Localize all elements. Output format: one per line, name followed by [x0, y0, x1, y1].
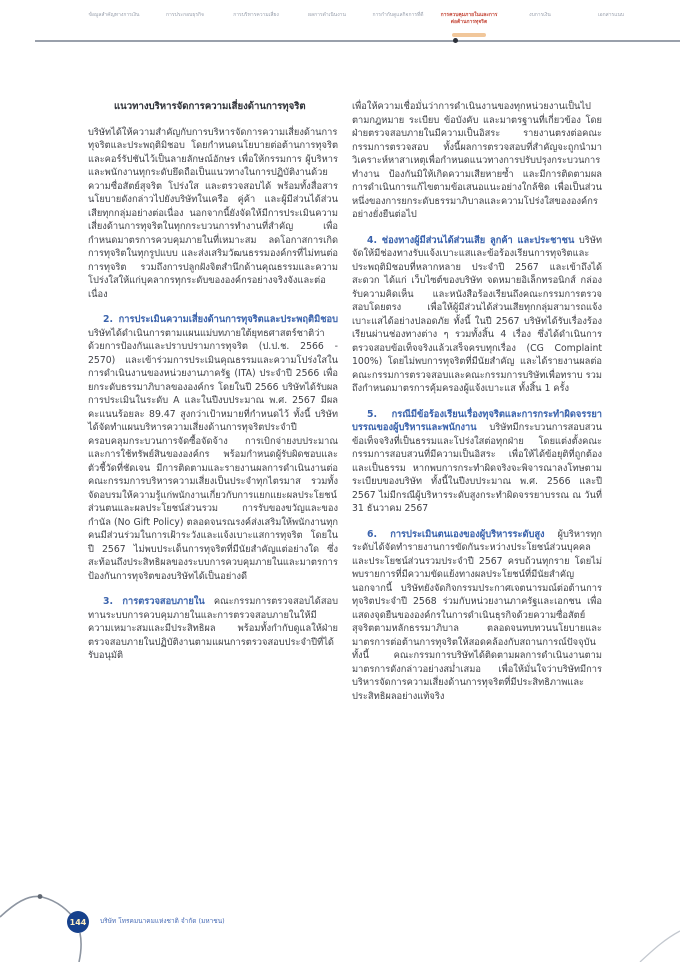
nav-position-dot: [453, 38, 458, 43]
nav-active-highlight: [452, 33, 486, 37]
section-4: [352, 234, 602, 396]
section-4-heading: 4. ช่องทางผู้มีส่วนได้ส่วนเสีย ลูกค้า และประชาชน: [367, 234, 575, 246]
section-5-heading: 5. กรณีมีข้อร้องเรียนเรื่องทุจริตและการกระทำผิดจรรยาบรรณของผู้บริหารและพนักงาน: [352, 408, 602, 433]
section-4-body: บริษัทจัดให้มีช่องทางรับแจ้งเบาะแสและข้อร้องเรียนการทุจริตและประพฤติมิชอบที่หลากหลาย ประจำปี 2567 และเข้าถึงได้สะดวก ได้แก่ เว็บไซต์ของบริษัท จดหมายอิเล็กทรอนิกส์ กล่องรับความคิดเห็น และหนังสือร้องเรียนถึงคณะกรรมการตรวจสอบโดยตรง เพื่อให้ผู้มีส่วนได้ส่วนเสียทุกกลุ่มสามารถแจ้งเบาะแสได้อย่างปลอดภัย ทั้งนี้ ในปี 2567 บริษัทได้รับเรื่องร้องเรียนผ่านช่องทางต่าง ๆ รวมทั้งสิ้น 4 เรื่อง ซึ่งได้ดำเนินการตรวจสอบข้อเท็จจริงแล้วเสร็จครบทุกเรื่อง (CG Complaint 100%) โดยไม่พบการทุจริตที่มีนัยสำคัญ และได้รายงานผลต่อคณะกรรมการตรวจสอบและคณะกรรมการบริษัทเพื่อทราบ รวมถึงกำหนดมาตรการคุ้มครองผู้แจ้งเบาะแส ทั้งสิ้น 1 ครั้ง: [352, 234, 602, 394]
nav-item-3[interactable]: การบริหารความเสี่ยง: [233, 12, 279, 18]
paragraph-intro: บริษัทได้ให้ความสำคัญกับการบริหารจัดการความเสี่ยงด้านการทุจริตและประพฤติมิชอบ โดยกำหนดนโยบายต่อต้านการทุจริตและคอร์รัปชันไว้เป็นลายลักษณ์อักษร เพื่อให้กรรมการ ผู้บริหาร และพนักงานทุกระดับยึดถือเป็นแนวทางในการปฏิบัติงานด้วยความซื่อสัตย์สุจริต โปร่งใส และตรวจสอบได้ พร้อมทั้งสื่อสารนโยบายดังกล่าวไปยังบริษัทในเครือ คู่ค้า และผู้มีส่วนได้ส่วนเสียทุกกลุ่มอย่างต่อเนื่อง นอกจากนี้ยังจัดให้มีการประเมินความเสี่ยงด้านการทุจริตในทุกกระบวนการทำงานที่สำคัญ เพื่อกำหนดมาตรการควบคุมภายในที่เหมาะสม ลดโอกาสการเกิดการทุจริตในทุกรูปแบบ และส่งเสริมวัฒนธรรมองค์กรที่ไม่ทนต่อการทุจริต รวมถึงการปลูกฝังจิตสำนึกด้านคุณธรรมและความโปร่งใสให้แก่บุคลากรทุกระดับขององค์กรอย่างจริงจังและต่อเนื่อง: [88, 126, 338, 300]
header-nav: [85, 12, 640, 26]
paragraph-continuation: เพื่อให้ความเชื่อมั่นว่าการดำเนินงานของทุกหน่วยงานเป็นไปตามกฎหมาย ระเบียบ ข้อบังคับ และมาตรฐานที่เกี่ยวข้อง โดยฝ่ายตรวจสอบภายในมีความเป็นอิสระ รายงานตรงต่อคณะกรรมการตรวจสอบ ทั้งนี้ผลการตรวจสอบที่สำคัญจะถูกนำมาวิเคราะห์หาสาเหตุเพื่อกำหนดแนวทางการปรับปรุงกระบวนการทำงาน ป้องกันมิให้เกิดความเสียหายซ้ำ และมีการติดตามผลการดำเนินการแก้ไขตามข้อเสนอแนะอย่างใกล้ชิด เพื่อเป็นส่วนหนึ่งของการยกระดับธรรมาภิบาลและความโปร่งใสขององค์กรอย่างยั่งยืนต่อไป: [352, 101, 602, 220]
nav-item-1[interactable]: ข้อมูลสำคัญทางการเงิน: [88, 12, 140, 18]
section-5-body: บริษัทมีกระบวนการสอบสวนข้อเท็จจริงที่เป็นธรรมและโปร่งใสต่อทุกฝ่าย โดยแต่งตั้งคณะกรรมการสอบสวนที่มีความเป็นอิสระ เพื่อให้ได้ข้อยุติที่ถูกต้องและเป็นธรรม หากพบการกระทำผิดจริงจะพิจารณาลงโทษตามระเบียบของบริษัท ทั้งนี้ในปีงบประมาณ พ.ศ. 2566 และปี 2567 ไม่มีกรณีผู้บริหารระดับสูงกระทำผิดจรรยาบรรณ ณ วันที่ 31 ธันวาคม 2567: [352, 422, 602, 514]
right-column: [352, 100, 602, 703]
section-2-body: บริษัทได้ดำเนินการตามแผนแม่บทภายใต้ยุทธศาสตร์ชาติว่าด้วยการป้องกันและปราบปรามการทุจริต (ป.ป.ช. 2566 - 2570) และเข้าร่วมการประเมินคุณธรรมและความโปร่งใสในการดำเนินงานของหน่วยงานภาครัฐ (ITA) ประจำปี 2566 เพื่อยกระดับธรรมาภิบาลขององค์กร โดยในปี 2566 บริษัทได้รับผลการประเมินในระดับ A และในปีงบประมาณ พ.ศ. 2567 มีผลคะแนนร้อยละ 89.47 สูงกว่าเป้าหมายที่กำหนดไว้ ทั้งนี้ บริษัทได้จัดทำแผนบริหารความเสี่ยงด้านการทุจริตประจำปี ครอบคลุมกระบวนการจัดซื้อจัดจ้าง การเบิกจ่ายงบประมาณ และการใช้ทรัพย์สินขององค์กร พร้อมกำหนดผู้รับผิดชอบและตัวชี้วัดที่ชัดเจน มีการติดตามและรายงานผลการดำเนินงานต่อคณะกรรมการบริหารความเสี่ยงเป็นประจำทุกไตรมาส รวมทั้งจัดอบรมให้ความรู้แก่พนักงานเกี่ยวกับการแยกแยะผลประโยชน์ส่วนตนและผลประโยชน์ส่วนรวม การรับของขวัญและของกำนัล (No Gift Policy) ตลอดจนรณรงค์ส่งเสริมให้พนักงานทุกคนมีส่วนร่วมในการเฝ้าระวังและแจ้งเบาะแสการทุจริต โดยในปี 2567 ไม่พบประเด็นการทุจริตที่มีนัยสำคัญแต่อย่างใด ซึ่งสะท้อนถึงประสิทธิผลของระบบการควบคุมภายในและมาตรการป้องกันการทุจริตของบริษัทได้เป็นอย่างดี: [88, 327, 338, 582]
section-2-heading: 2. การประเมินความเสี่ยงด้านการทุจริตและประพฤติมิชอบ: [103, 314, 338, 325]
section-title: แนวทางบริหารจัดการความเสี่ยงด้านการทุจริต: [114, 101, 306, 112]
nav-item-4[interactable]: ผลการดำเนินงาน: [308, 12, 346, 18]
footer-caption: บริษัท โทรคมนาคมแห่งชาติ จำกัด (มหาชน): [100, 917, 225, 925]
section-6: [352, 528, 602, 704]
header-divider: [35, 40, 680, 42]
section-3: [88, 595, 338, 663]
page-number-badge: 144: [67, 911, 89, 933]
corner-curve-decoration: [600, 900, 680, 962]
nav-item-6-active[interactable]: การควบคุมภายในและการต่อต้านการทุจริต: [440, 12, 498, 25]
curve-dot: [38, 894, 43, 899]
section-3-body: คณะกรรมการตรวจสอบได้สอบทานระบบการควบคุมภายในและการตรวจสอบภายในให้มีความเหมาะสมและมีประสิทธิผล พร้อมทั้งกำกับดูแลให้ฝ่ายตรวจสอบภายในปฏิบัติงานตามแผนการตรวจสอบประจำปีที่ได้รับอนุมัติ: [88, 596, 338, 661]
nav-item-5[interactable]: การกำกับดูแลกิจการที่ดี: [372, 12, 424, 18]
section-5: [352, 408, 602, 516]
nav-item-8[interactable]: เอกสารแนบ: [597, 12, 625, 18]
nav-item-2[interactable]: การประกอบธุรกิจ: [166, 12, 204, 18]
section-2: [88, 313, 338, 583]
left-column: [88, 100, 338, 663]
section-6-body: ผู้บริหารทุกระดับได้จัดทำรายงานการขัดกันระหว่างประโยชน์ส่วนบุคคลและประโยชน์ส่วนรวมประจำปี 2567 ครบถ้วนทุกราย โดยไม่พบรายการที่มีความขัดแย้งทางผลประโยชน์ที่มีนัยสำคัญ นอกจากนี้ บริษัทยังจัดกิจกรรมประกาศเจตนารมณ์ต่อต้านการทุจริตประจำปี 2568 ร่วมกับหน่วยงานภาครัฐและเอกชน เพื่อแสดงจุดยืนขององค์กรในการดำเนินธุรกิจด้วยความซื่อสัตย์สุจริตตามหลักธรรมาภิบาล ตลอดจนทบทวนนโยบายและมาตรการต่อต้านการทุจริตให้สอดคล้องกับสถานการณ์ปัจจุบัน ทั้งนี้ คณะกรรมการบริษัทได้ติดตามผลการดำเนินงานตามมาตรการดังกล่าวอย่างสม่ำเสมอ เพื่อให้มั่นใจว่าบริษัทมีการบริหารจัดการความเสี่ยงด้านการทุจริตที่มีประสิทธิภาพและประสิทธิผลอย่างแท้จริง: [352, 528, 602, 702]
section-6-heading: 6. การประเมินตนเองของผู้บริหารระดับสูง: [367, 528, 545, 540]
section-3-heading: 3. การตรวจสอบภายใน: [103, 596, 205, 607]
nav-item-7[interactable]: งบการเงิน: [529, 12, 551, 18]
